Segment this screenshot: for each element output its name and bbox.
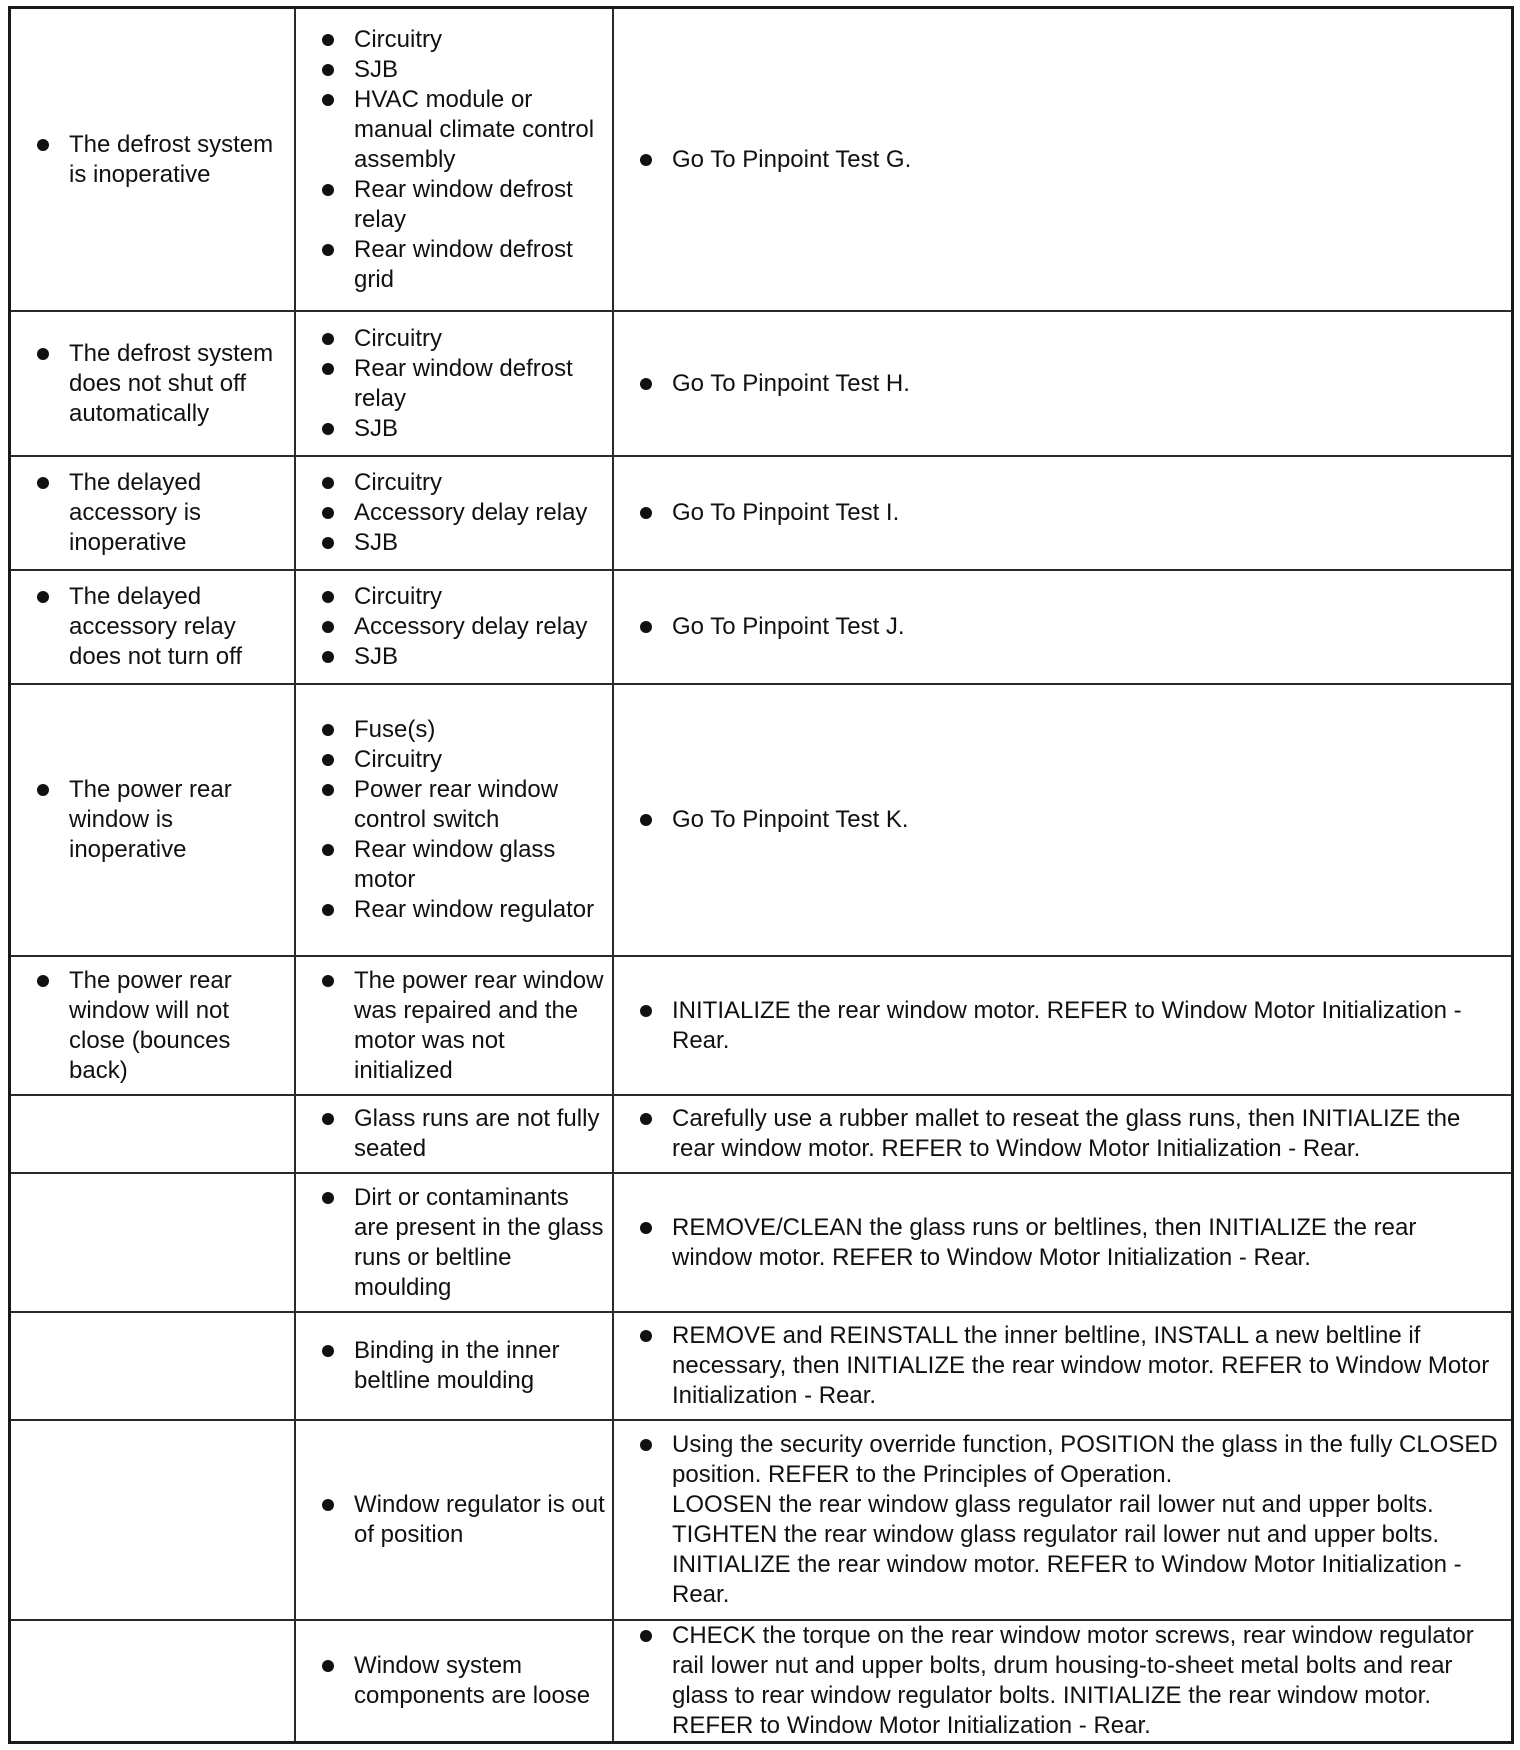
causes-cell (295, 456, 613, 570)
action-cell (613, 1173, 1511, 1312)
action-text: INITIALIZE the rear window motor. REFER to Window Motor Initialization - Rear. (638, 996, 1501, 1056)
table-row (11, 956, 1511, 1095)
cause-item: Window system components are loose (320, 1651, 606, 1711)
table-row (11, 1173, 1511, 1312)
action-text: REMOVE and REINSTALL the inner beltline, INSTALL a new beltline if necessary, then INITIALIZE the rear window motor. REFER to Window Motor Initialization - Rear. (638, 1321, 1501, 1411)
causes-cell (295, 9, 613, 311)
symptom-cell (11, 570, 295, 684)
action-text: Go To Pinpoint Test J. (638, 612, 1501, 642)
symptom-text: The defrost system is inoperative (35, 130, 288, 190)
cause-item: Rear window defrost relay (320, 354, 606, 414)
symptom-cell (11, 1620, 295, 1741)
cause-item: Accessory delay relay (320, 498, 606, 528)
symptom-text: The delayed accessory relay does not turn off (35, 582, 288, 672)
action-cell (613, 684, 1511, 956)
cause-item: Accessory delay relay (320, 612, 606, 642)
cause-item: Dirt or contaminants are present in the glass runs or beltline moulding (320, 1183, 606, 1303)
action-text: Carefully use a rubber mallet to reseat the glass runs, then INITIALIZE the rear window motor. REFER to Window Motor Initialization - Rear. (638, 1104, 1501, 1164)
causes-cell (295, 1420, 613, 1620)
cause-item: The power rear window was repaired and the motor was not initialized (320, 966, 606, 1086)
symptom-cell (11, 9, 295, 311)
cause-item: SJB (320, 55, 606, 85)
table-row (11, 570, 1511, 684)
table-row (11, 1095, 1511, 1173)
symptom-chart (8, 6, 1514, 1744)
table-row (11, 1420, 1511, 1620)
action-cell (613, 1095, 1511, 1173)
cause-item: Rear window defrost relay (320, 175, 606, 235)
table-row (11, 1620, 1511, 1741)
symptom-cell (11, 311, 295, 456)
action-cell (613, 956, 1511, 1095)
action-text: Using the security override function, POSITION the glass in the fully CLOSED position. REFER to the Principles of Operation. (638, 1430, 1501, 1490)
symptom-text: The defrost system does not shut off automatically (35, 339, 288, 429)
causes-cell (295, 1173, 613, 1312)
action-cell (613, 9, 1511, 311)
action-cell (613, 1312, 1511, 1420)
symptom-text: The power rear window is inoperative (35, 775, 288, 865)
action-cell (613, 311, 1511, 456)
cause-item: HVAC module or manual climate control assembly (320, 85, 606, 175)
causes-cell (295, 1095, 613, 1173)
causes-cell (295, 684, 613, 956)
symptom-cell (11, 1173, 295, 1312)
symptom-text: The power rear window will not close (bounces back) (35, 966, 288, 1086)
causes-cell (295, 1312, 613, 1420)
table-row (11, 1312, 1511, 1420)
cause-item: Binding in the inner beltline moulding (320, 1336, 606, 1396)
symptom-cell (11, 956, 295, 1095)
action-text: Go To Pinpoint Test K. (638, 805, 1501, 835)
table-row (11, 684, 1511, 956)
diagnostic-table (11, 9, 1511, 1741)
cause-item: Power rear window control switch (320, 775, 606, 835)
cause-item: Window regulator is out of position (320, 1490, 606, 1550)
action-text: Go To Pinpoint Test H. (638, 369, 1501, 399)
symptom-cell (11, 1312, 295, 1420)
action-text: Go To Pinpoint Test I. (638, 498, 1501, 528)
action-text: Go To Pinpoint Test G. (638, 145, 1501, 175)
table-row (11, 9, 1511, 311)
cause-item: Rear window glass motor (320, 835, 606, 895)
action-text: CHECK the torque on the rear window motor screws, rear window regulator rail lower nut and upper bolts, drum housing-to-sheet metal bolts and rear glass to rear window regulator bolts. INITIALIZE the rear window motor. REFER to Window Motor Initialization - Rear. (638, 1621, 1501, 1741)
causes-cell (295, 570, 613, 684)
cause-item: SJB (320, 414, 606, 444)
cause-item: Rear window defrost grid (320, 235, 606, 295)
action-cell (613, 1420, 1511, 1620)
cause-item: Fuse(s) (320, 715, 606, 745)
action-text: REMOVE/CLEAN the glass runs or beltlines, then INITIALIZE the rear window motor. REFER to Window Motor Initialization - Rear. (638, 1213, 1501, 1273)
causes-cell (295, 956, 613, 1095)
cause-item: SJB (320, 528, 606, 558)
action-cell (613, 1620, 1511, 1741)
symptom-cell (11, 1095, 295, 1173)
causes-cell (295, 311, 613, 456)
cause-item: Circuitry (320, 324, 606, 354)
symptom-cell (11, 456, 295, 570)
cause-item: Rear window regulator (320, 895, 606, 925)
action-continuation: LOOSEN the rear window glass regulator rail lower nut and upper bolts. TIGHTEN the rear window glass regulator rail lower nut and upper bolts. INITIALIZE the rear window motor. REFER to Window Motor Initialization - Rear. (672, 1491, 1462, 1608)
cause-item: Circuitry (320, 25, 606, 55)
table-row (11, 311, 1511, 456)
cause-item: Circuitry (320, 745, 606, 775)
action-cell (613, 456, 1511, 570)
cause-item: Circuitry (320, 582, 606, 612)
action-cell (613, 570, 1511, 684)
symptom-cell (11, 684, 295, 956)
table-row (11, 456, 1511, 570)
causes-cell (295, 1620, 613, 1741)
cause-item: Glass runs are not fully seated (320, 1104, 606, 1164)
cause-item: SJB (320, 642, 606, 672)
symptom-text: The delayed accessory is inoperative (35, 468, 288, 558)
cause-item: Circuitry (320, 468, 606, 498)
symptom-cell (11, 1420, 295, 1620)
